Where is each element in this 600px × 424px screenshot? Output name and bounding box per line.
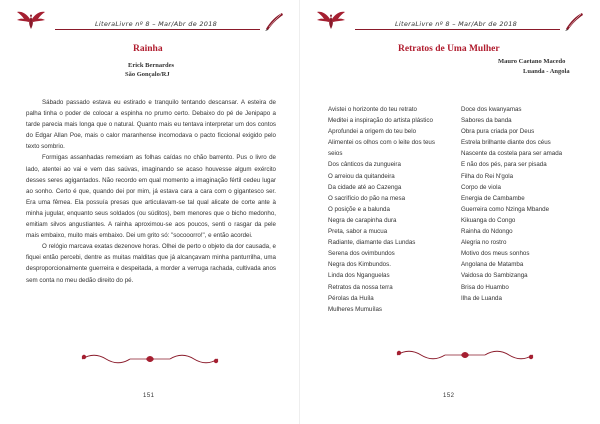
poem-line: Angolana de Matamba xyxy=(461,261,524,269)
author-name: Mauro Caetano Macedo xyxy=(498,58,566,65)
poem-line: Guerreira como Nzinga Mbande xyxy=(461,205,550,213)
poem-line: Retratos da nossa terra xyxy=(328,283,393,291)
quill-pen-icon xyxy=(262,12,284,32)
poem-line: Alimentei os olhos com o leite dos teus seios xyxy=(328,139,435,158)
poem-line: E não dos pés, para ser pisada xyxy=(461,161,547,169)
poem-line: O posiçõe e a balunda xyxy=(328,205,390,213)
poem-line: Aprofundei a origem do teu belo xyxy=(328,128,417,136)
magazine-title: LiteraLivre nº 8 – Mar/Abr de 2018 xyxy=(395,20,518,28)
poem-line: Rainha do Ndongo xyxy=(461,228,513,236)
page-number: 151 xyxy=(143,393,155,399)
poem-line: Energia de Cambambe xyxy=(461,194,525,202)
poem-line: Da cidade até ao Cazenga xyxy=(328,183,402,191)
poem-line: Nascente da costela para ser amada xyxy=(461,150,563,158)
poem-line: Obra pura criada por Deus xyxy=(461,128,535,136)
poem-line: Doce dos kwanyamas xyxy=(461,106,522,113)
winged-bird-icon xyxy=(316,6,346,32)
paragraph: O relógio marcava exatas dezenove horas. Olhei de perto o objeto da dor causada, e fiquei então percebi, dentre as muitas malditas que já alcançavam minha panturrilha, uma desproporcionalmente guerreira e despeitada, a morder a verruga rachada, cultivada anos sem conta no meu dedão direito do pé. xyxy=(26,243,276,284)
page-header xyxy=(0,4,300,38)
paragraph: Sábado passado estava eu estirado e tranquilo tentando descansar. A esteira de palha tinha o poder de colocar a espinha no prumo certo. Debaixo do pé de Jenipapo a tarde parecia mais longa que o natural. Quanto mais eu tentava interpretar um dos contos do Edgar Allan Poe, mais o calor maranhense incomodava o pacto ficcional exigido pelo texto sombrio. xyxy=(26,99,276,151)
poem-line: Dos cânticos da zungueira xyxy=(328,161,401,169)
poem-title: Retratos de Uma Mulher xyxy=(398,44,500,54)
poem-line: O sacrifício do pão na mesa xyxy=(328,194,406,202)
poem-line: Avistei o horizonte do teu retrato xyxy=(328,106,417,113)
author-place: São Gonçalo/RJ xyxy=(125,71,170,78)
poem-line: Serena dos ovimbundos xyxy=(328,250,395,258)
poem-line: Corpo de viola xyxy=(461,183,501,191)
author-name: Erick Bernardes xyxy=(128,62,175,69)
author-place: Luanda - Angola xyxy=(523,68,570,75)
poem-line: Radiante, diamante das Lundas xyxy=(328,239,416,247)
poem-line: Estrela brilhante diante dos céus xyxy=(461,139,551,147)
poem-line: O arreiou da quitandeira xyxy=(328,172,395,180)
paragraph: Formigas assanhadas remexiam as folhas caídas no chão barrento. Pus o livro de lado, atentei ao vai e vem das saúvas, imaginando se acaso houvesse algum exército desses seres agigantados. Não recordo em qual momento a imaginação fértil cedeu lugar ao sonho. Certo é que, quando dei por mim, já estava cara a cara com o gigantesco ser. Era uma fêmea. Ela possuía presas que articulavam-se tal qual alicate de corte ante à minha jugular, enquanto seus soldados (ou súditos), bem menores que o bicho medonho, emitiam silvos angustiantes. A rainha aproximou-se aos poucos, senti o rasgar da pele mais embaixo, muito mais embaixo. Dei um grito só: "socooorro!", e então acordei. xyxy=(26,154,276,240)
scroll-flourish-ornament xyxy=(80,352,220,366)
poem-line: Linda dos Nganguelas xyxy=(328,272,390,280)
page-number: 152 xyxy=(443,393,455,399)
poem-line: Brisa do Huambo xyxy=(461,283,509,291)
poem-line: Alegria no rostro xyxy=(461,239,507,247)
poem-line: Pérolas da Huíla xyxy=(328,294,374,302)
poem-line: Negra de carapinha dura xyxy=(328,216,397,224)
magazine-title: LiteraLivre nº 8 – Mar/Abr de 2018 xyxy=(95,20,218,28)
poem-line: Motivo dos meus sonhos xyxy=(461,250,530,258)
header-rule xyxy=(55,29,260,30)
poem-column-left xyxy=(328,104,444,315)
winged-bird-icon xyxy=(16,6,46,32)
poem-column-right xyxy=(461,104,591,304)
story-body xyxy=(26,97,276,286)
poem-line: Filha do Rei N'gola xyxy=(461,172,514,180)
poem-line: Kikuanga do Congo xyxy=(461,216,516,224)
poem-line: Sabores da banda xyxy=(461,117,512,125)
header-rule xyxy=(355,29,560,30)
story-title: Rainha xyxy=(133,44,163,54)
right-page xyxy=(300,0,600,424)
poem-line: Mulheres Mumuílas xyxy=(328,305,382,313)
poem-line: Preta, sabor a mucua xyxy=(328,228,388,236)
poem-line: Ilha de Luanda xyxy=(461,294,502,302)
poem-line: Vaidosa do Sambizanga xyxy=(461,272,528,280)
poem-line: Meditei a inspiração do artista plástico xyxy=(328,117,433,125)
quill-pen-icon xyxy=(562,12,584,32)
poem-line: Negra dos Kimbundos. xyxy=(328,261,391,269)
scroll-flourish-ornament xyxy=(395,348,535,362)
page-header xyxy=(300,4,600,38)
